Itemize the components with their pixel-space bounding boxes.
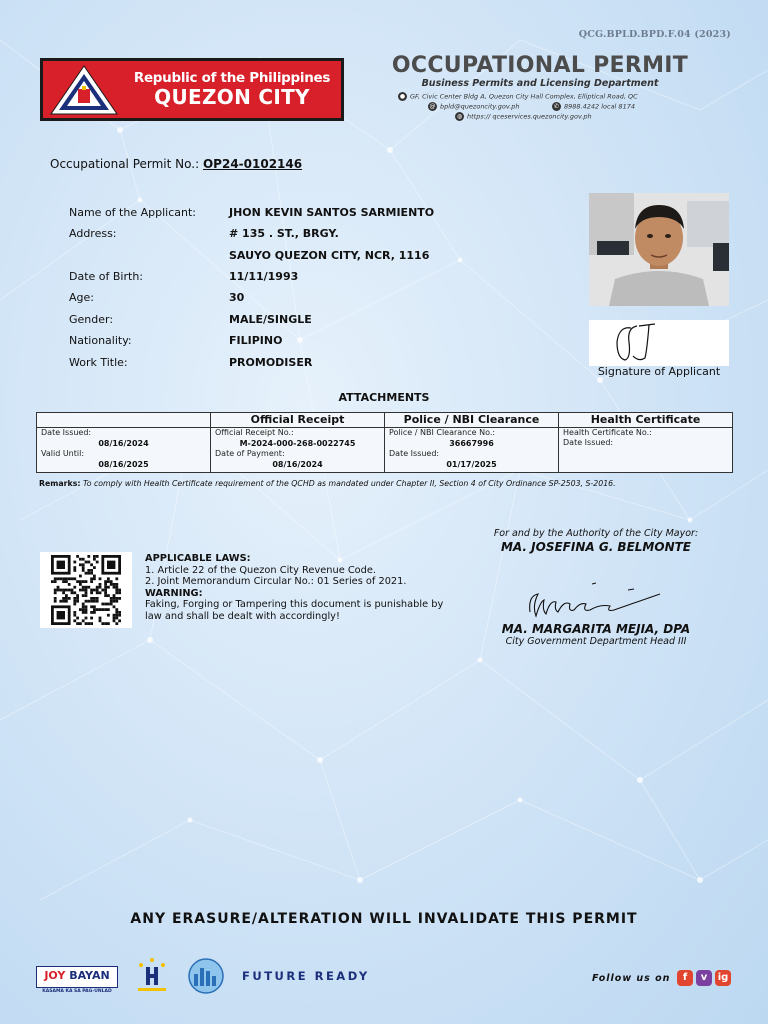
office-address: ● GF, Civic Center Bldg A, Quezon City Hall Complex, Elliptical Road, QC [399,92,638,101]
applicable-laws [145,553,455,622]
location-icon: ● [399,93,406,100]
attachments-title: ATTACHMENTS [338,391,430,404]
city-round-logo [184,958,228,994]
viber-icon[interactable]: v [696,970,712,986]
permit-number: OP24-0102146 [202,157,303,171]
nbi-clearance-cell [385,428,559,473]
payment-date-value: 08/16/2024 [272,460,323,469]
birthdate-value: 11/11/1993 [229,270,299,283]
joy-bayan-tagline: KASAMA KA SA PAG-UNLAD [42,989,112,994]
nbi-number-value: 36667996 [449,439,494,448]
phone-icon: ✆ [553,103,560,110]
table-header-nbi-clearance: Police / NBI Clearance [385,413,559,428]
hc-number-label: Health Certificate No.: [563,428,652,437]
attachments-table [36,412,733,473]
remarks-label: Remarks: [39,479,81,488]
gender-label: Gender: [69,313,114,326]
work-title-value: PROMODISER [229,356,313,369]
invalidation-warning: ANY ERASURE/ALTERATION WILL INVALIDATE THIS PERMIT [130,911,638,927]
qr-code-image [50,555,122,625]
health-certificate-cell [559,428,733,473]
warning-text: Faking, Forging or Tampering this document is punishable by law and shall be dealt with accordingly! [145,599,444,622]
date-issued-label: Date Issued: [41,428,92,437]
permit-number-row [50,157,302,171]
quezon-city-label: QUEZON CITY [154,85,310,109]
department-head-signature [510,576,670,626]
payment-date-label: Date of Payment: [215,449,285,458]
bayan-word: BAYAN [69,969,110,982]
quezon-city-banner [40,58,344,121]
table-header-blank [37,413,211,428]
or-number-label: Official Receipt No.: [215,428,294,437]
document-title: OCCUPATIONAL PERMIT [391,53,689,78]
address-value-line1: # 135 . ST., BRGY. [229,227,339,240]
follow-us-label: Follow us on [592,973,671,984]
gender-value: MALE/SINGLE [229,313,312,326]
valid-until-value: 08/16/2025 [98,460,149,469]
facebook-icon[interactable]: f [677,970,693,986]
work-title-label: Work Title: [69,356,128,369]
official-receipt-cell [211,428,385,473]
department-head-name: MA. MARGARITA MEJIA, DPA [501,622,691,636]
valid-until-label: Valid Until: [41,449,85,458]
kyusi-logo [132,955,172,995]
email-contact: @ bpld@quezoncity.gov.ph [429,102,520,111]
date-issued-value: 08/16/2024 [98,439,149,448]
phone-contact: ✆ 8988.4242 local 8174 [553,102,635,111]
nbi-date-value: 01/17/2025 [446,460,497,469]
quezon-city-seal-logo [49,64,119,116]
birthdate-label: Date of Birth: [69,270,144,283]
email-icon: @ [429,103,436,110]
remarks-text: To comply with Health Certificate requirement of the QCHD as mandated under Chapter II, Section 4 of City Ordinance SP-2503, S-2016. [82,479,616,488]
department-name: Business Permits and Licensing Department [421,78,659,89]
applicant-photo [589,193,729,306]
globe-icon: ◍ [456,113,463,120]
permit-number-label: Occupational Permit No.: [50,157,200,171]
future-ready-label: FUTURE READY [242,969,370,983]
instagram-icon[interactable]: ig [715,970,731,986]
table-header-health-certificate: Health Certificate [559,413,733,428]
website-contact: ◍ https:// qceservices.quezoncity.gov.ph [456,112,592,121]
joy-word: JOY [44,969,66,982]
warning-heading: WARNING: [145,587,203,599]
joy-bayan-logo [36,966,118,988]
address-label: Address: [69,227,117,240]
republic-label: Republic of the Philippines [133,70,331,86]
dates-cell [37,428,211,473]
law-item: 2. Joint Memorandum Circular No.: 01 Series of 2021. [145,576,407,587]
age-label: Age: [69,291,94,304]
mayor-name: MA. JOSEFINA G. BELMONTE [500,540,691,554]
authority-line: For and by the Authority of the City Mayor: [493,528,699,539]
nationality-value: FILIPINO [229,334,283,347]
applicant-name-value: JHON KEVIN SANTOS SARMIENTO [229,206,435,219]
or-number-value: M-2024-000-268-0022745 [239,439,356,448]
nbi-date-label: Date Issued: [389,449,440,458]
address-value-line2: SAUYO QUEZON CITY, NCR, 1116 [229,249,430,262]
age-value: 30 [229,291,245,304]
table-header-official-receipt: Official Receipt [211,413,385,428]
applicant-name-label: Name of the Applicant: [69,206,196,219]
signature-label: Signature of Applicant [597,365,721,378]
applicant-signature [589,320,729,366]
hc-date-label: Date Issued: [563,438,614,447]
form-code: QCG.BPLD.BPD.F.04 (2023) [578,29,731,40]
department-head-position: City Government Department Head III [505,636,687,647]
remarks [39,479,739,488]
qr-code[interactable] [40,552,132,628]
nbi-number-label: Police / NBI Clearance No.: [389,428,496,437]
nationality-label: Nationality: [69,334,132,347]
laws-heading: APPLICABLE LAWS: [145,553,251,564]
law-item: 1. Article 22 of the Quezon City Revenue Code. [145,564,377,576]
